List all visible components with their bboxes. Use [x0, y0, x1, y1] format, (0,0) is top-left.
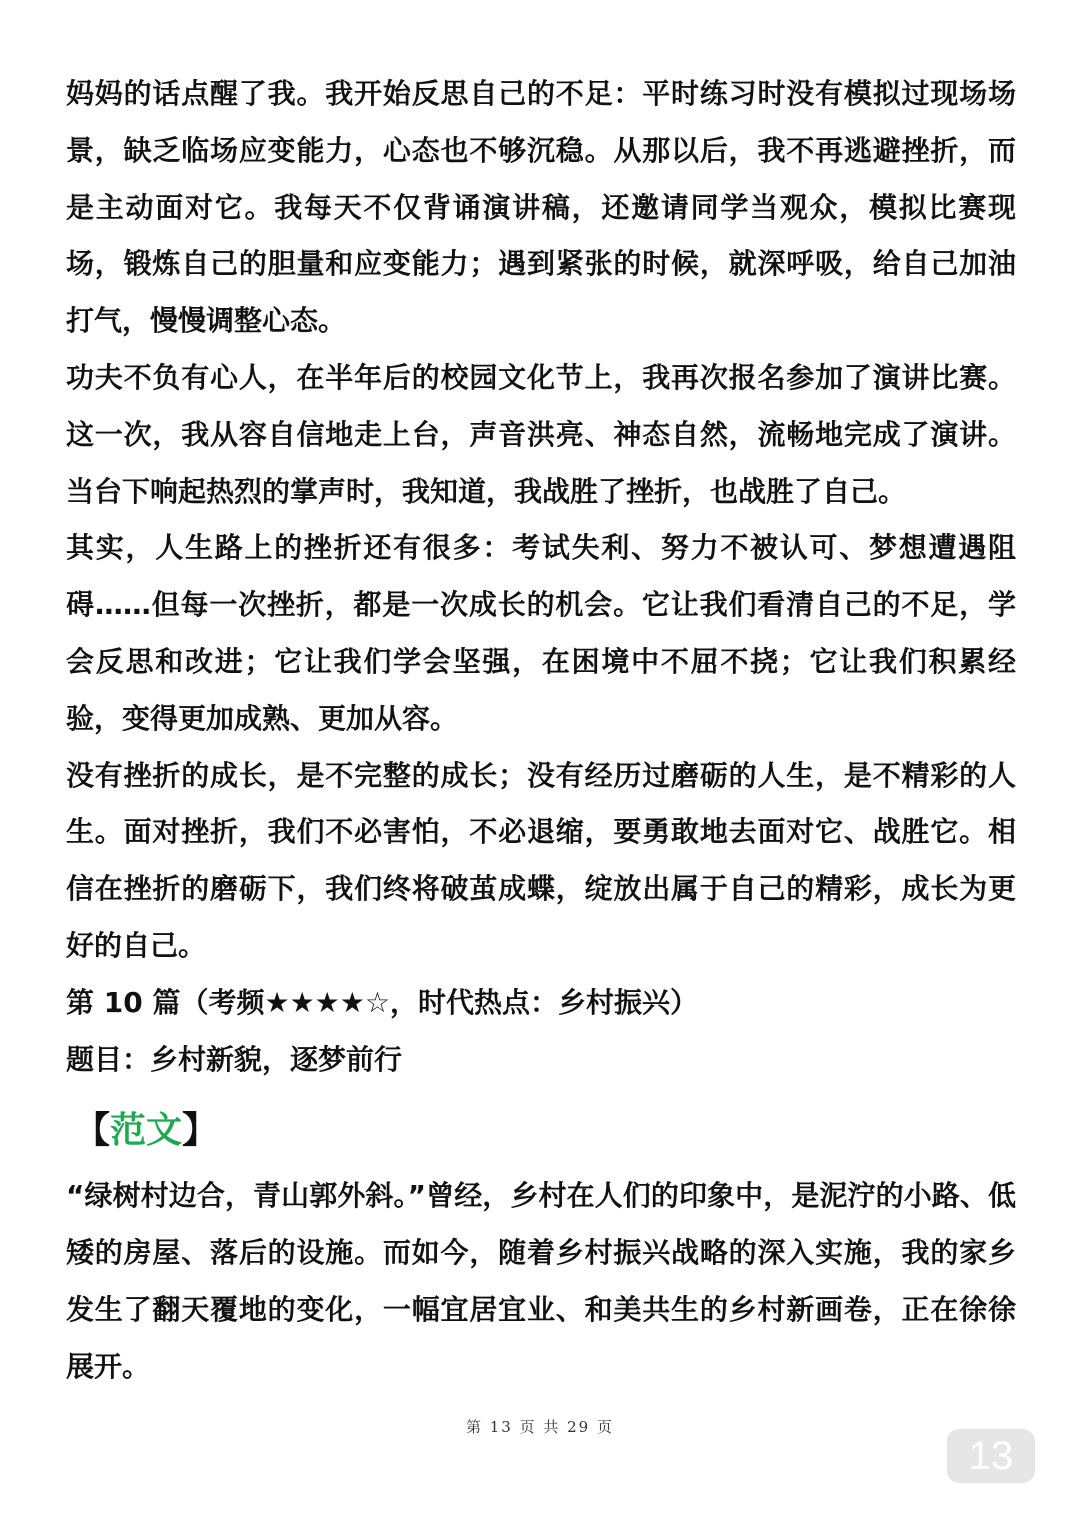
article-heading: 第 10 篇（考频★★★★☆，时代热点：乡村振兴）	[66, 985, 698, 1019]
essay-paragraph: “绿树村边合，青山郭外斜。”曾经，乡村在人们的印象中，是泥泞的小路、低矮的房屋、落后的设施。而如今，随着乡村振兴战略的深入实施，我的家乡发生了翻天覆地的变化，一幅宜居宜业、和美共生的乡村新画卷，正在徐徐展开。	[66, 1179, 1016, 1383]
paragraph-conclusion: 没有挫折的成长，是不完整的成长；没有经历过磨砺的人生，是不精彩的人生。面对挫折，我们不必害怕，不必退缩，要勇敢地去面对它、战胜它。相信在挫折的磨砺下，我们终将破茧成蝶，绽放出属于自己的精彩，成长为更好的自己。	[66, 758, 1016, 962]
bracket-close: 】	[182, 1110, 219, 1152]
paragraph-success: 功夫不负有心人，在半年后的校园文化节上，我再次报名参加了演讲比赛。这一次，我从容自信地走上台，声音洪亮、神态自然，流畅地完成了演讲。当台下响起热烈的掌声时，我知道，我战胜了挫折，也战胜了自己。	[66, 360, 1016, 508]
paragraph-setbacks: 其实，人生路上的挫折还有很多：考试失利、努力不被认可、梦想遭遇阻碍……但每一次挫折，都是一次成长的机会。它让我们看清自己的不足，学会反思和改进；它让我们学会坚强，在困境中不屈不挠；它让我们积累经验，变得更加成熟、更加从容。	[66, 531, 1016, 735]
bracket-open: 【	[74, 1110, 111, 1152]
page-number-badge: 13	[947, 1429, 1035, 1483]
section-label-text: 范文	[110, 1110, 183, 1152]
paragraph-reflection: 妈妈的话点醒了我。我开始反思自己的不足：平时练习时没有模拟过现场场景，缺乏临场应变能力，心态也不够沉稳。从那以后，我不再逃避挫折，而是主动面对它。我每天不仅背诵演讲稿，还邀请同学当观众，模拟比赛现场，锻炼自己的胆量和应变能力；遇到紧张的时候，就深呼吸，给自己加油打气，慢慢调整心态。	[66, 77, 1016, 338]
page-content	[66, 66, 1016, 1396]
section-label-fanwen	[74, 1096, 1016, 1166]
page-footer: 第 13 页 共 29 页	[465, 1418, 614, 1436]
article-title: 题目：乡村新貌，逐梦前行	[66, 1042, 403, 1076]
